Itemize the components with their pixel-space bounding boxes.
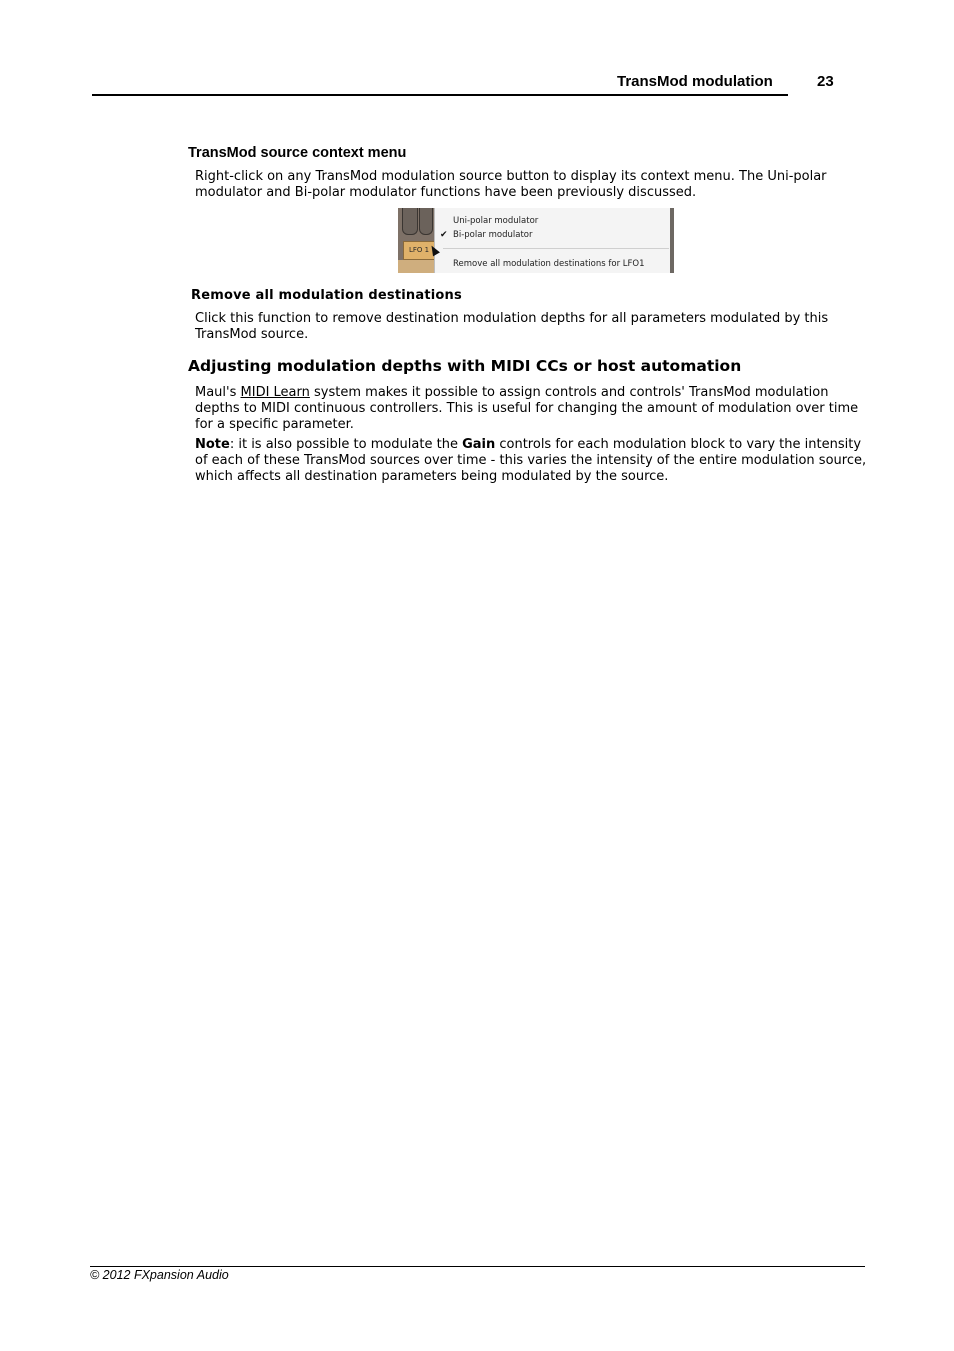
panel-strip xyxy=(398,260,434,273)
note-label: Note xyxy=(195,437,230,452)
footer-rule xyxy=(90,1266,865,1267)
note-paragraph xyxy=(195,437,871,485)
menu-right-edge xyxy=(670,208,674,273)
lfo1-source-button[interactable]: LFO 1 xyxy=(403,241,435,260)
paragraph-text: system makes it possible to assign controls and controls' TransMod modulation depths to MIDI continuous controllers. This is useful for changing the amount of modulation over time for a specific parameter. xyxy=(195,385,859,432)
menu-item-bi-polar[interactable]: Bi-polar modulator xyxy=(453,230,533,240)
midi-learn-link[interactable]: MIDI Learn xyxy=(240,385,310,400)
context-menu-heading: TransMod source context menu xyxy=(188,145,407,161)
panel-slot xyxy=(419,208,433,235)
context-menu-paragraph: Right-click on any TransMod modulation source button to display its context menu. The Uni-polar modulator and Bi-polar modulator functions have been previously discussed. xyxy=(195,169,827,200)
remove-all-heading: Remove all modulation destinations xyxy=(191,288,462,303)
header-rule xyxy=(92,94,788,96)
paragraph-text: : it is also possible to modulate the xyxy=(229,437,463,452)
context-menu xyxy=(434,208,671,273)
midi-learn-paragraph xyxy=(195,385,871,433)
menu-separator xyxy=(443,248,669,249)
paragraph-text: controls for each modulation block to vary the intensity of each of these TransMod sources over time - this varies the intensity of the entire modulation source, which affects all destination parameters being modulated by the source. xyxy=(195,437,867,484)
panel-slot xyxy=(402,208,418,235)
check-icon: ✔ xyxy=(440,230,448,240)
page-number: 23 xyxy=(817,73,834,90)
paragraph-text: Maul's xyxy=(195,385,241,400)
adjusting-heading: Adjusting modulation depths with MIDI CCs or host automation xyxy=(188,357,742,375)
footer-copyright: © 2012 FXpansion Audio xyxy=(90,1268,229,1282)
running-header-title: TransMod modulation xyxy=(617,73,773,90)
context-menu-screenshot xyxy=(398,208,674,273)
menu-item-uni-polar[interactable]: Uni-polar modulator xyxy=(453,216,539,226)
gain-term: Gain xyxy=(462,437,496,452)
remove-all-paragraph: Click this function to remove destination modulation depths for all parameters modulated by this TransMod source. xyxy=(195,311,829,342)
menu-item-remove-all[interactable]: Remove all modulation destinations for LFO1 xyxy=(453,259,645,269)
